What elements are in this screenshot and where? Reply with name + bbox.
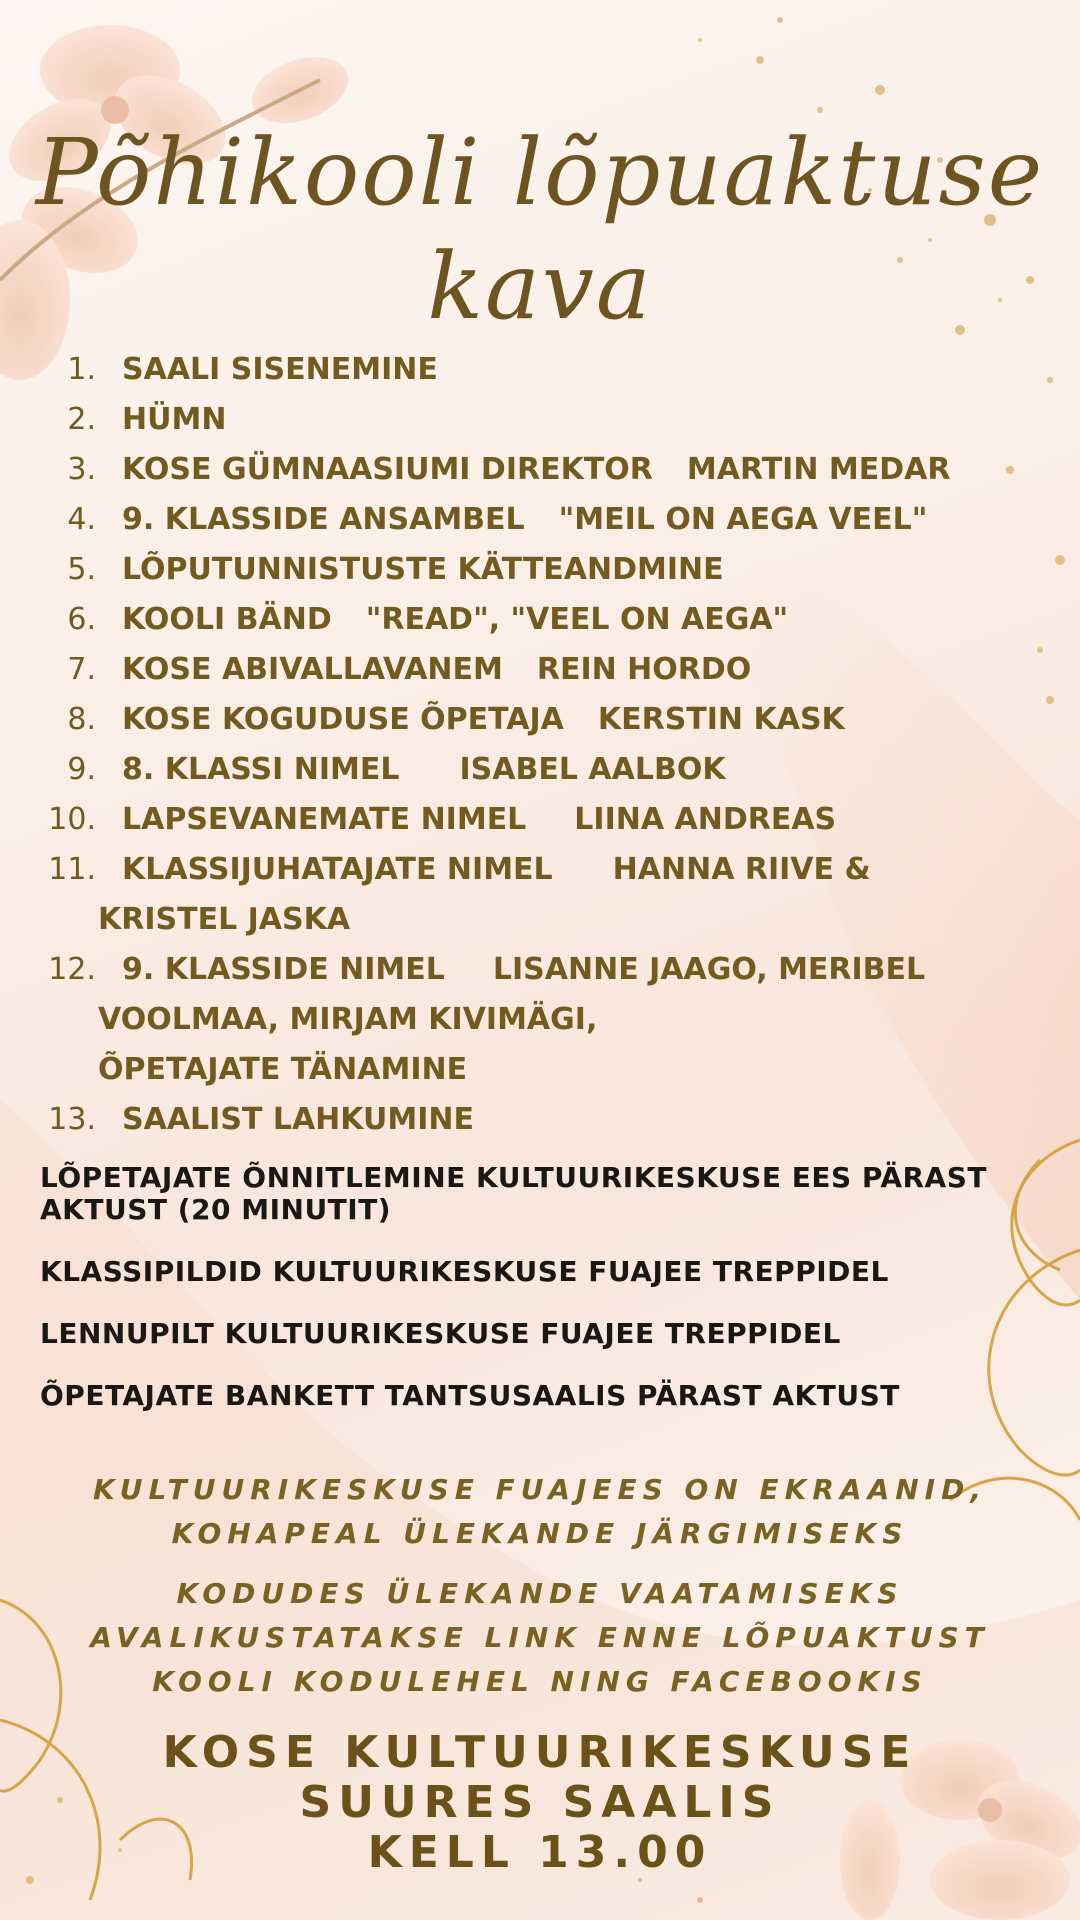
list-item bbox=[40, 845, 1050, 895]
item-performer: KERSTIN KASK bbox=[597, 702, 845, 737]
list-item bbox=[40, 595, 1050, 645]
item-text: HÜMN bbox=[122, 402, 227, 437]
list-item bbox=[40, 545, 1050, 595]
list-item bbox=[40, 745, 1050, 795]
list-item bbox=[40, 945, 1050, 995]
item-performer: "MEIL ON AEGA VEEL" bbox=[558, 502, 928, 537]
item-number: 4. bbox=[67, 502, 96, 537]
item-continuation: KRISTEL JASKA bbox=[98, 902, 351, 937]
item-performer: ISABEL AALBOK bbox=[459, 752, 726, 787]
item-number: 11. bbox=[48, 852, 96, 887]
list-item bbox=[40, 395, 1050, 445]
info-line: KOHAPEAL ÜLEKANDE JÄRGIMISEKS bbox=[171, 1517, 909, 1550]
item-number: 5. bbox=[67, 552, 96, 587]
list-item bbox=[40, 495, 1050, 545]
item-number: 6. bbox=[67, 602, 96, 637]
item-text: KOSE GÜMNAASIUMI DIREKTOR bbox=[122, 452, 653, 487]
list-item bbox=[40, 1095, 1050, 1145]
item-number: 1. bbox=[67, 352, 96, 387]
item-performer: MARTIN MEDAR bbox=[686, 452, 951, 487]
info-line: KODUDES ÜLEKANDE VAATAMISEKS bbox=[176, 1577, 904, 1610]
venue-time: KELL 13.00 bbox=[367, 1827, 713, 1878]
item-performer: HANNA RIIVE & bbox=[612, 852, 871, 887]
page-title-line2: kava bbox=[427, 233, 653, 340]
venue-line: SUURES SAALIS bbox=[299, 1777, 781, 1828]
item-number: 13. bbox=[48, 1102, 96, 1137]
item-text: 9. KLASSIDE NIMEL bbox=[122, 952, 445, 987]
list-item bbox=[40, 645, 1050, 695]
item-number: 10. bbox=[48, 802, 96, 837]
note-class-photos: KLASSIPILDID KULTUURIKESKUSE FUAJEE TREPPIDEL bbox=[40, 1255, 889, 1288]
item-text: 8. KLASSI NIMEL bbox=[122, 752, 400, 787]
item-text: KOOLI BÄND bbox=[122, 602, 332, 637]
item-number: 12. bbox=[48, 952, 96, 987]
venue-line: KOSE KULTUURIKESKUSE bbox=[162, 1727, 918, 1778]
page-title: Põhikooli lõpuaktuse bbox=[35, 119, 1045, 226]
note-congratulations: LÕPETAJATE ÕNNITLEMINE KULTUURIKESKUSE EES PÄRAST AKTUST (20 MINUTIT) bbox=[40, 1161, 987, 1226]
info-line: AVALIKUSTATAKSE LINK ENNE LÕPUAKTUST bbox=[90, 1621, 990, 1654]
list-item bbox=[40, 345, 1050, 395]
item-number: 2. bbox=[67, 402, 96, 437]
note-banquet: ÕPETAJATE BANKETT TANTSUSAALIS PÄRAST AKTUST bbox=[40, 1379, 900, 1412]
item-text: 9. KLASSIDE ANSAMBEL bbox=[122, 502, 525, 537]
list-item bbox=[40, 795, 1050, 845]
item-performer: LISANNE JAAGO, MERIBEL bbox=[492, 952, 926, 987]
item-text: SAALI SISENEMINE bbox=[122, 352, 438, 387]
list-item bbox=[40, 695, 1050, 745]
item-text: KOSE KOGUDUSE ÕPETAJA bbox=[122, 702, 564, 737]
item-number: 7. bbox=[67, 652, 96, 687]
item-number: 3. bbox=[67, 452, 96, 487]
item-performer: REIN HORDO bbox=[536, 652, 752, 687]
item-performer: "READ", "VEEL ON AEGA" bbox=[365, 602, 789, 637]
item-text: SAALIST LAHKUMINE bbox=[122, 1102, 474, 1137]
item-performer: LIINA ANDREAS bbox=[574, 802, 837, 837]
program-list bbox=[40, 345, 1050, 1145]
item-text: KOSE ABIVALLAVANEM bbox=[122, 652, 503, 687]
info-line: KULTUURIKESKUSE FUAJEES ON EKRAANID, bbox=[93, 1473, 987, 1506]
item-text: LAPSEVANEMATE NIMEL bbox=[122, 802, 527, 837]
venue-block bbox=[0, 1728, 1080, 1878]
item-continuation: ÕPETAJATE TÄNAMINE bbox=[98, 1052, 468, 1087]
note-group-photo: LENNUPILT KULTUURIKESKUSE FUAJEE TREPPIDEL bbox=[40, 1317, 841, 1350]
item-number: 8. bbox=[67, 702, 96, 737]
info-line: KOOLI KODULEHEL NING FACEBOOKIS bbox=[152, 1665, 928, 1698]
item-text: LÕPUTUNNISTUSTE KÄTTEANDMINE bbox=[122, 552, 724, 587]
item-continuation: VOOLMAA, MIRJAM KIVIMÄGI, bbox=[98, 1002, 598, 1037]
list-item bbox=[40, 445, 1050, 495]
notes-section bbox=[40, 1162, 1060, 1442]
item-number: 9. bbox=[67, 752, 96, 787]
stream-info bbox=[0, 1572, 1080, 1704]
item-text: KLASSIJUHATAJATE NIMEL bbox=[122, 852, 553, 887]
screens-info bbox=[0, 1468, 1080, 1556]
